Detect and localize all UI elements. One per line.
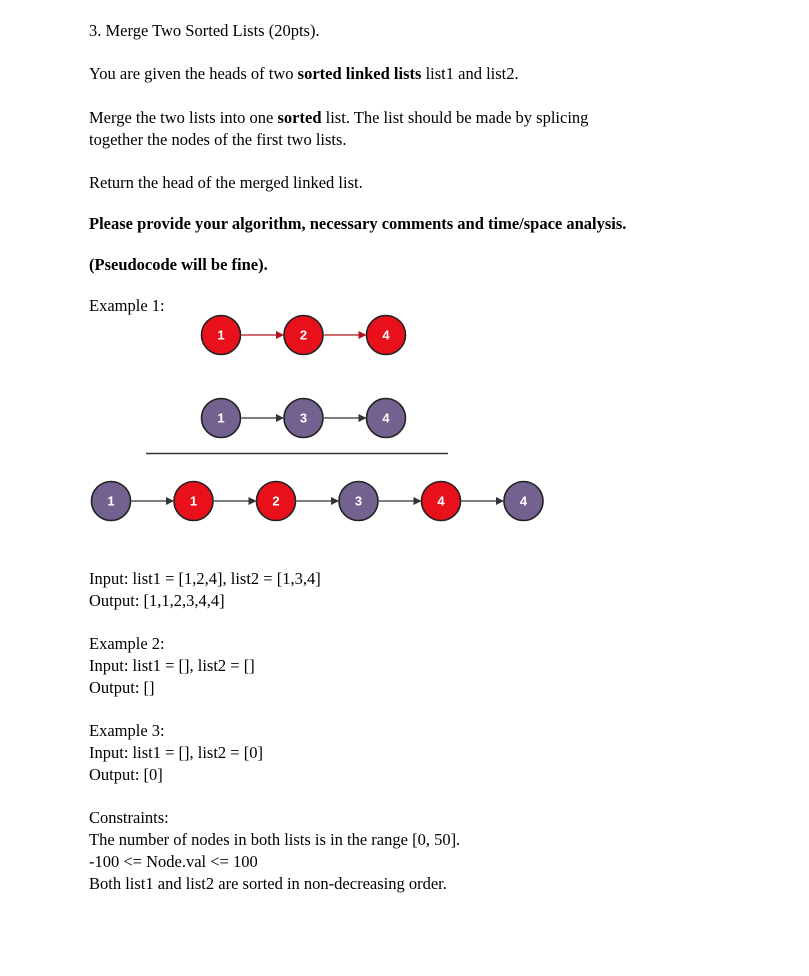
problem-title: 3. Merge Two Sorted Lists (20pts).	[89, 21, 320, 40]
merge-text-line2: together the nodes of the first two lists.	[89, 130, 347, 149]
node-value: 1	[107, 493, 115, 509]
intro-pre: You are given the heads of two	[89, 64, 298, 83]
node-value: 3	[354, 493, 363, 509]
example3-input: Input: list1 = [], list2 = [0]	[89, 743, 263, 762]
list-node	[367, 316, 406, 355]
constraints-label: Constraints:	[89, 808, 169, 827]
example2-input: Input: list1 = [], list2 = []	[89, 656, 255, 675]
node-value: 1	[189, 493, 198, 509]
list-node	[422, 482, 461, 521]
list1-row	[202, 316, 406, 355]
intro-post: list1 and list2.	[421, 64, 519, 83]
list-node	[174, 482, 213, 521]
list-node	[92, 482, 131, 521]
merge-post: list. The list should be made by splicing	[321, 108, 589, 127]
example2-output: Output: []	[89, 678, 155, 697]
example3-output: Output: [0]	[89, 765, 163, 784]
list-node	[202, 399, 241, 438]
list2-row	[202, 399, 406, 438]
return-text: Return the head of the merged linked list.	[89, 173, 363, 192]
list-node	[257, 482, 296, 521]
merge-bold: sorted	[277, 108, 322, 127]
list-node	[339, 482, 378, 521]
node-value: 3	[299, 410, 308, 426]
example1-label: Example 1:	[89, 296, 165, 315]
constraint-item: The number of nodes in both lists is in the range [0, 50].	[89, 830, 461, 849]
intro-bold: sorted linked lists	[297, 64, 422, 83]
node-value: 1	[217, 327, 225, 343]
list-node	[284, 316, 323, 355]
node-value: 4	[437, 493, 445, 509]
node-value: 2	[272, 493, 280, 509]
node-value: 4	[382, 410, 390, 426]
pseudocode-note: (Pseudocode will be fine).	[89, 255, 268, 274]
node-value: 4	[519, 493, 528, 509]
example3-label: Example 3:	[89, 721, 165, 740]
list-node	[202, 316, 241, 355]
node-value: 2	[299, 327, 308, 343]
example1-input: Input: list1 = [1,2,4], list2 = [1,3,4]	[89, 569, 321, 588]
example1-output: Output: [1,1,2,3,4,4]	[89, 591, 225, 610]
constraint-item: Both list1 and list2 are sorted in non-decreasing order.	[89, 874, 447, 893]
list-node	[504, 482, 543, 521]
merge-pre: Merge the two lists into one	[89, 108, 278, 127]
node-value: 1	[217, 410, 225, 426]
list-node	[284, 399, 323, 438]
list-node	[367, 399, 406, 438]
node-value: 4	[382, 327, 390, 343]
merged-row	[92, 482, 544, 521]
example2-label: Example 2:	[89, 634, 165, 653]
constraint-item: -100 <= Node.val <= 100	[89, 852, 258, 871]
instruction-text: Please provide your algorithm, necessary comments and time/space analysis.	[89, 214, 627, 233]
